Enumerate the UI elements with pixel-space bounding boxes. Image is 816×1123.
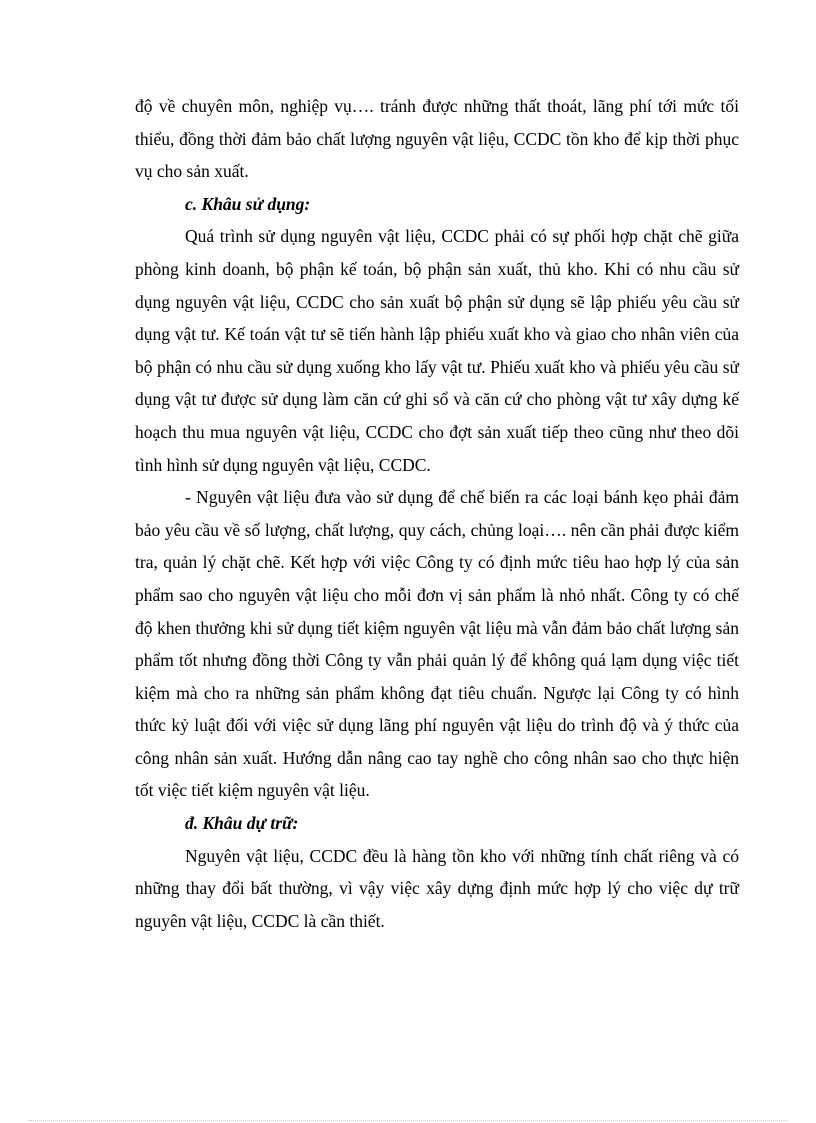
document-page [135, 90, 739, 937]
paragraph-continuation: độ về chuyên môn, nghiệp vụ…. tránh được những thất thoát, lãng phí tới mức tối thiểu, đồng thời đảm bảo chất lượng nguyên vật liệu, CCDC tồn kho để kịp thời phục vụ cho sản xuất. [135, 96, 739, 182]
paragraph-reserve: Nguyên vật liệu, CCDC đều là hàng tồn kho với những tính chất riêng và có những thay đổi bất thường, vì vậy việc xây dựng định mức hợp lý cho việc dự trữ nguyên vật liệu, CCDC là cần thiết. [135, 845, 739, 931]
section-heading-usage: c. Khâu sử dụng: [185, 193, 311, 214]
paragraph-usage-process: Quá trình sử dụng nguyên vật liệu, CCDC phải có sự phối hợp chặt chẽ giữa phòng kinh doanh, bộ phận kế toán, bộ phận sản xuất, thủ kho. Khi có nhu cầu sử dụng nguyên vật liệu, CCDC cho sản xuất bộ phận sử dụng sẽ lập phiếu yêu cầu sử dụng vật tư. Kế toán vật tư sẽ tiến hành lập phiếu xuất kho và giao cho nhân viên của bộ phận có nhu cầu sử dụng xuống kho lấy vật tư. Phiếu xuất kho và phiếu yêu cầu sử dụng vật tư được sử dụng làm căn cứ ghi sổ và căn cứ cho phòng vật tư xây dựng kế hoạch thu mua nguyên vật liệu, CCDC cho đợt sản xuất tiếp theo cũng như theo dõi tình hình sử dụng nguyên vật liệu, CCDC. [135, 226, 739, 475]
page-bottom-divider [28, 1120, 788, 1121]
section-heading-reserve: đ. Khâu dự trữ: [185, 813, 299, 834]
paragraph-usage-requirements: - Nguyên vật liệu đưa vào sử dụng để chế biến ra các loại bánh kẹo phải đảm bảo yêu cầu về số lượng, chất lượng, quy cách, chủng loại…. nên cần phải được kiểm tra, quản lý chặt chẽ. Kết hợp với việc Công ty có định mức tiêu hao hợp lý của sản phẩm sao cho nguyên vật liệu cho mỗi đơn vị sản phẩm là nhỏ nhất. Công ty có chế độ khen thưởng khi sử dụng tiết kiệm nguyên vật liệu mà vẫn đảm bảo chất lượng sản phẩm tốt nhưng đồng thời Công ty vẫn phải quản lý để không quá lạm dụng việc tiết kiệm mà cho ra những sản phẩm không đạt tiêu chuẩn. Ngược lại Công ty có hình thức kỷ luật đối với việc sử dụng lãng phí nguyên vật liệu do trình độ và ý thức của công nhân sản xuất. Hướng dẫn nâng cao tay nghề cho công nhân sao cho thực hiện tốt việc tiết kiệm nguyên vật liệu. [135, 487, 739, 801]
